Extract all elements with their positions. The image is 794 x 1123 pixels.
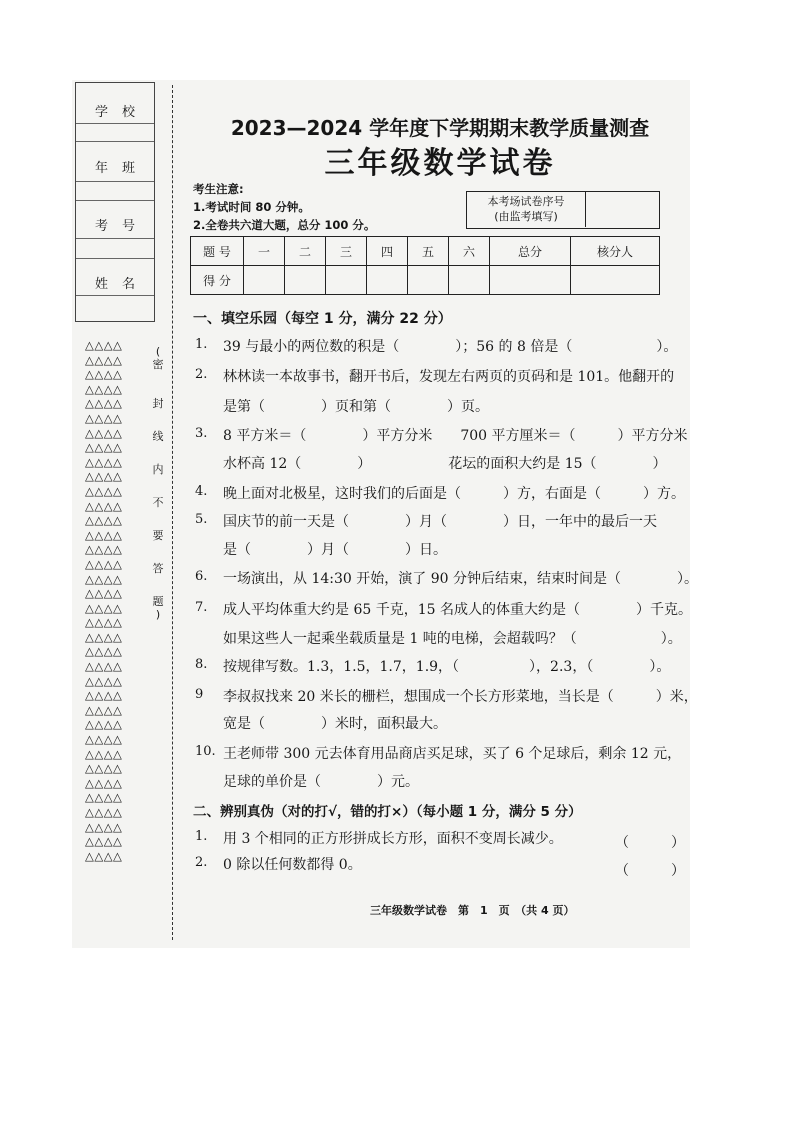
seal-warning xyxy=(150,345,166,621)
seal-char: 答 xyxy=(152,562,164,575)
triangle-pattern: △△△△ △△△△ △△△△ △△△△ △△△△ △△△△ △△△△ △△△△ △△△△ △△△△ △△△△ △△△△ △△△△ △△△△ △△△△ △△△△ △△△△ △△△△ △△△△ △△△△ △△△△ △△△△ △△△△ △△△△ △△△△ △△△△ △△△△ △△△△ △△△△ △△△△ △△△△ △△△△ △△△△ △△△△ △△△△ △△△△ xyxy=(85,338,123,863)
seal-char: 要 xyxy=(152,529,164,542)
score-cell[interactable] xyxy=(367,266,408,295)
exam-number-label-line2: (由监考填写) xyxy=(494,210,558,223)
score-header-cell: 核分人 xyxy=(571,237,660,266)
seal-char: 题 xyxy=(152,595,164,608)
score-row-label: 得 分 xyxy=(191,266,244,295)
score-header-cell: 一 xyxy=(244,237,285,266)
answer-paren-1[interactable]: （ ） xyxy=(615,835,685,851)
true-false-question-1: 用 3 个相同的正方形拼成长方形，面积不变周长减少。 xyxy=(223,831,563,847)
score-table-score-row xyxy=(191,266,660,295)
exam-number-label-line1: 本考场试卷序号 xyxy=(487,195,565,208)
question-number: 2. xyxy=(195,855,208,870)
score-cell[interactable] xyxy=(285,266,326,295)
score-cell[interactable] xyxy=(571,266,660,295)
seal-char: 线 xyxy=(152,430,164,443)
true-false-question-2: 0 除以任何数都得 0。 xyxy=(223,857,362,873)
exam-title: 2023—2024 学年度下学期期末教学质量测查 xyxy=(230,116,650,140)
score-cell[interactable] xyxy=(490,266,571,295)
score-header-cell: 题 号 xyxy=(191,237,244,266)
question-number: 5. xyxy=(195,512,208,527)
score-table xyxy=(190,236,660,295)
seal-char: 密 xyxy=(152,358,164,371)
question-number: 2. xyxy=(195,367,208,382)
question-7-line1: 成人平均体重大约是 65 千克，15 名成人的体重大约是（ ）千克。 xyxy=(223,602,692,618)
question-2-line1: 林林读一本故事书，翻开书后，发现左右两页的页码和是 101。他翻开的 xyxy=(223,369,675,385)
school-label: 学校 xyxy=(94,105,149,120)
seal-char: ) xyxy=(155,608,161,621)
question-number: 3. xyxy=(195,426,208,441)
score-header-cell: 总分 xyxy=(490,237,571,266)
score-header-cell: 二 xyxy=(285,237,326,266)
seal-char: 封 xyxy=(152,397,164,410)
student-info-box xyxy=(75,82,155,322)
score-header-cell: 五 xyxy=(408,237,449,266)
question-number: 8. xyxy=(195,657,208,672)
notice-line-2: 2.全卷共六道大题，总分 100 分。 xyxy=(193,218,376,232)
score-cell[interactable] xyxy=(449,266,490,295)
question-number: 7. xyxy=(195,600,208,615)
question-8: 按规律写数。1.3，1.5，1.7，1.9，（ ），2.3，（ ）。 xyxy=(223,659,671,675)
question-1: 39 与最小的两位数的积是（ ）；56 的 8 倍是（ ）。 xyxy=(223,339,678,355)
question-6: 一场演出，从 14:30 开始，演了 90 分钟后结束，结束时间是（ ）。 xyxy=(223,571,698,587)
class-label: 年班 xyxy=(94,161,149,176)
question-4: 晚上面对北极星，这时我们的后面是（ ）方，右面是（ ）方。 xyxy=(223,486,685,502)
question-2-line2: 是第（ ）页和第（ ）页。 xyxy=(223,399,489,415)
seal-char: ( xyxy=(155,345,161,358)
score-header-cell: 四 xyxy=(367,237,408,266)
score-table-header-row xyxy=(191,237,660,266)
question-7-line2: 如果这些人一起乘坐载质量是 1 吨的电梯，会超载吗？（ ）。 xyxy=(223,631,682,647)
exam-number-box xyxy=(466,191,660,229)
question-number: 4. xyxy=(195,484,208,499)
notice-line-1: 1.考试时间 80 分钟。 xyxy=(193,200,310,214)
seal-dashed-line xyxy=(172,85,173,940)
score-cell[interactable] xyxy=(408,266,449,295)
question-5-line1: 国庆节的前一天是（ ）月（ ）日，一年中的最后一天 xyxy=(223,514,657,530)
notice-heading: 考生注意: xyxy=(193,182,244,196)
question-number: 1. xyxy=(195,829,208,844)
seal-char: 不 xyxy=(152,496,164,509)
question-3-line2: 水杯高 12（ ） 花坛的面积大约是 15（ ） xyxy=(223,456,667,472)
exam-number-label xyxy=(467,194,585,224)
score-cell[interactable] xyxy=(326,266,367,295)
question-10-line2: 足球的单价是（ ）元。 xyxy=(223,774,419,790)
question-3-line1: 8 平方米＝（ ）平方分米 700 平方厘米＝（ ）平方分米 xyxy=(223,428,688,444)
section1-heading: 一、填空乐园（每空 1 分，满分 22 分） xyxy=(193,311,452,327)
answer-paren-2[interactable]: （ ） xyxy=(615,863,685,879)
question-9-line2: 宽是（ ）米时，面积最大。 xyxy=(223,716,447,732)
question-number: 10. xyxy=(195,744,216,759)
question-5-line2: 是（ ）月（ ）日。 xyxy=(223,542,447,558)
score-header-cell: 六 xyxy=(449,237,490,266)
question-number: 9 xyxy=(195,687,204,702)
question-number: 1. xyxy=(195,337,208,352)
score-cell[interactable] xyxy=(244,266,285,295)
page-footer: 三年级数学试卷 第 1 页 （共 4 页） xyxy=(370,904,575,917)
question-number: 6. xyxy=(195,569,208,584)
exam-subtitle: 三年级数学试卷 xyxy=(324,146,556,181)
question-9-line1: 李叔叔找来 20 米长的栅栏，想围成一个长方形菜地，当长是（ ）米， xyxy=(223,689,698,705)
exam-id-label: 考号 xyxy=(94,219,149,234)
score-header-cell: 三 xyxy=(326,237,367,266)
seal-char: 内 xyxy=(152,463,164,476)
section2-heading: 二、辨别真伪（对的打√，错的打×）（每小题 1 分，满分 5 分） xyxy=(193,804,582,820)
name-label: 姓名 xyxy=(94,277,149,292)
question-10-line1: 王老师带 300 元去体育用品商店买足球，买了 6 个足球后，剩余 12 元， xyxy=(223,746,682,762)
